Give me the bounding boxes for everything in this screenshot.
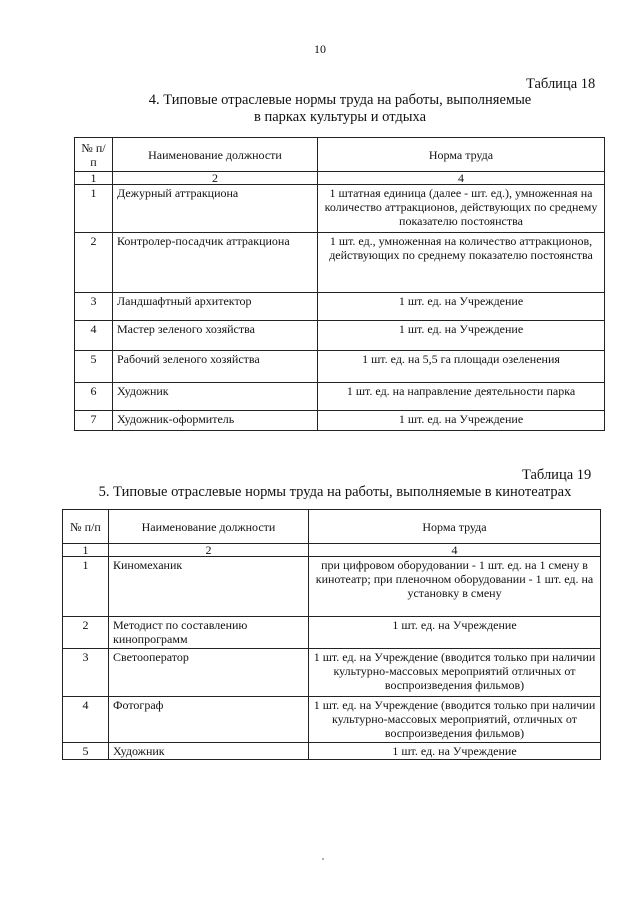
table-header-row (63, 510, 601, 544)
row-name: Ландшафтный архитектор (113, 293, 318, 321)
table-row (63, 743, 601, 760)
table-key-row (63, 544, 601, 557)
table-row (63, 697, 601, 743)
row-norm: 1 шт. ед. на Учреждение (309, 743, 601, 760)
table-row (63, 649, 601, 697)
table-18-title-line1: 4. Типовые отраслевые нормы труда на работы, выполняемые (148, 92, 532, 108)
row-norm: 1 шт. ед., умноженная на количество аттракционов, действующих по среднему показателю постоянства (318, 233, 605, 293)
row-name: Рабочий зеленого хозяйства (113, 351, 318, 383)
row-num: 2 (75, 233, 113, 293)
key-norm: 4 (318, 172, 605, 185)
header-norm: Норма труда (309, 510, 601, 544)
row-num: 2 (63, 617, 109, 649)
row-name: Дежурный аттракциона (113, 185, 318, 233)
table-header-row (75, 138, 605, 172)
row-norm: 1 шт. ед. на Учреждение (318, 411, 605, 431)
header-norm: Норма труда (318, 138, 605, 172)
key-num: 1 (75, 172, 113, 185)
row-name: Художник (109, 743, 309, 760)
table-row (75, 321, 605, 351)
row-num: 5 (75, 351, 113, 383)
table-row (63, 557, 601, 617)
row-num: 4 (63, 697, 109, 743)
row-norm: 1 шт. ед. на Учреждение (318, 293, 605, 321)
row-num: 5 (63, 743, 109, 760)
row-num: 7 (75, 411, 113, 431)
header-num: № п/п (63, 510, 109, 544)
table-row (75, 351, 605, 383)
row-name: Киномеханик (109, 557, 309, 617)
row-norm: 1 шт. ед. на 5,5 га площади озеленения (318, 351, 605, 383)
table-18-title (100, 92, 580, 126)
row-name: Контролер-посадчик аттракциона (113, 233, 318, 293)
row-name: Художник-оформитель (113, 411, 318, 431)
row-num: 4 (75, 321, 113, 351)
row-name: Фотограф (109, 697, 309, 743)
row-norm: 1 штатная единица (далее - шт. ед.), умноженная на количество аттракционов, действующих по среднему показателю постоянства (318, 185, 605, 233)
table-18-title-line2: в парках культуры и отдыха (253, 109, 427, 125)
table-row (75, 185, 605, 233)
table-18-label: Таблица 18 (526, 76, 596, 92)
key-name: 2 (113, 172, 318, 185)
table-row (75, 411, 605, 431)
table-18 (74, 137, 605, 431)
row-name: Светооператор (109, 649, 309, 697)
row-name: Методист по составлению кинопрограмм (109, 617, 309, 649)
key-num: 1 (63, 544, 109, 557)
table-row (75, 233, 605, 293)
row-norm: 1 шт. ед. на направление деятельности парка (318, 383, 605, 411)
table-row (75, 383, 605, 411)
key-norm: 4 (309, 544, 601, 557)
scan-speck (322, 858, 324, 860)
table-row (63, 617, 601, 649)
table-19-title: 5. Типовые отраслевые нормы труда на работы, выполняемые в кинотеатрах (98, 484, 572, 500)
row-num: 3 (63, 649, 109, 697)
row-num: 6 (75, 383, 113, 411)
header-num: № п/п (75, 138, 113, 172)
table-row (75, 293, 605, 321)
table-key-row (75, 172, 605, 185)
header-name: Наименование должности (109, 510, 309, 544)
row-num: 1 (75, 185, 113, 233)
row-norm: 1 шт. ед. на Учреждение (вводится только при наличии культурно-массовых мероприятий отличных от воспроизведения фильмов) (309, 649, 601, 697)
row-norm: 1 шт. ед. на Учреждение (вводится только при наличии культурно-массовых мероприятий, отличных от воспроизведения фильмов) (309, 697, 601, 743)
key-name: 2 (109, 544, 309, 557)
table-19-label: Таблица 19 (522, 467, 592, 483)
row-name: Мастер зеленого хозяйства (113, 321, 318, 351)
header-name: Наименование должности (113, 138, 318, 172)
row-name: Художник (113, 383, 318, 411)
row-num: 3 (75, 293, 113, 321)
row-norm: 1 шт. ед. на Учреждение (309, 617, 601, 649)
row-norm: при цифровом оборудовании - 1 шт. ед. на 1 смену в кинотеатр; при пленочном оборудовании - 1 шт. ед. на установку в смену (309, 557, 601, 617)
page-number: 10 (314, 42, 326, 56)
table-19 (62, 509, 601, 760)
row-norm: 1 шт. ед. на Учреждение (318, 321, 605, 351)
row-num: 1 (63, 557, 109, 617)
